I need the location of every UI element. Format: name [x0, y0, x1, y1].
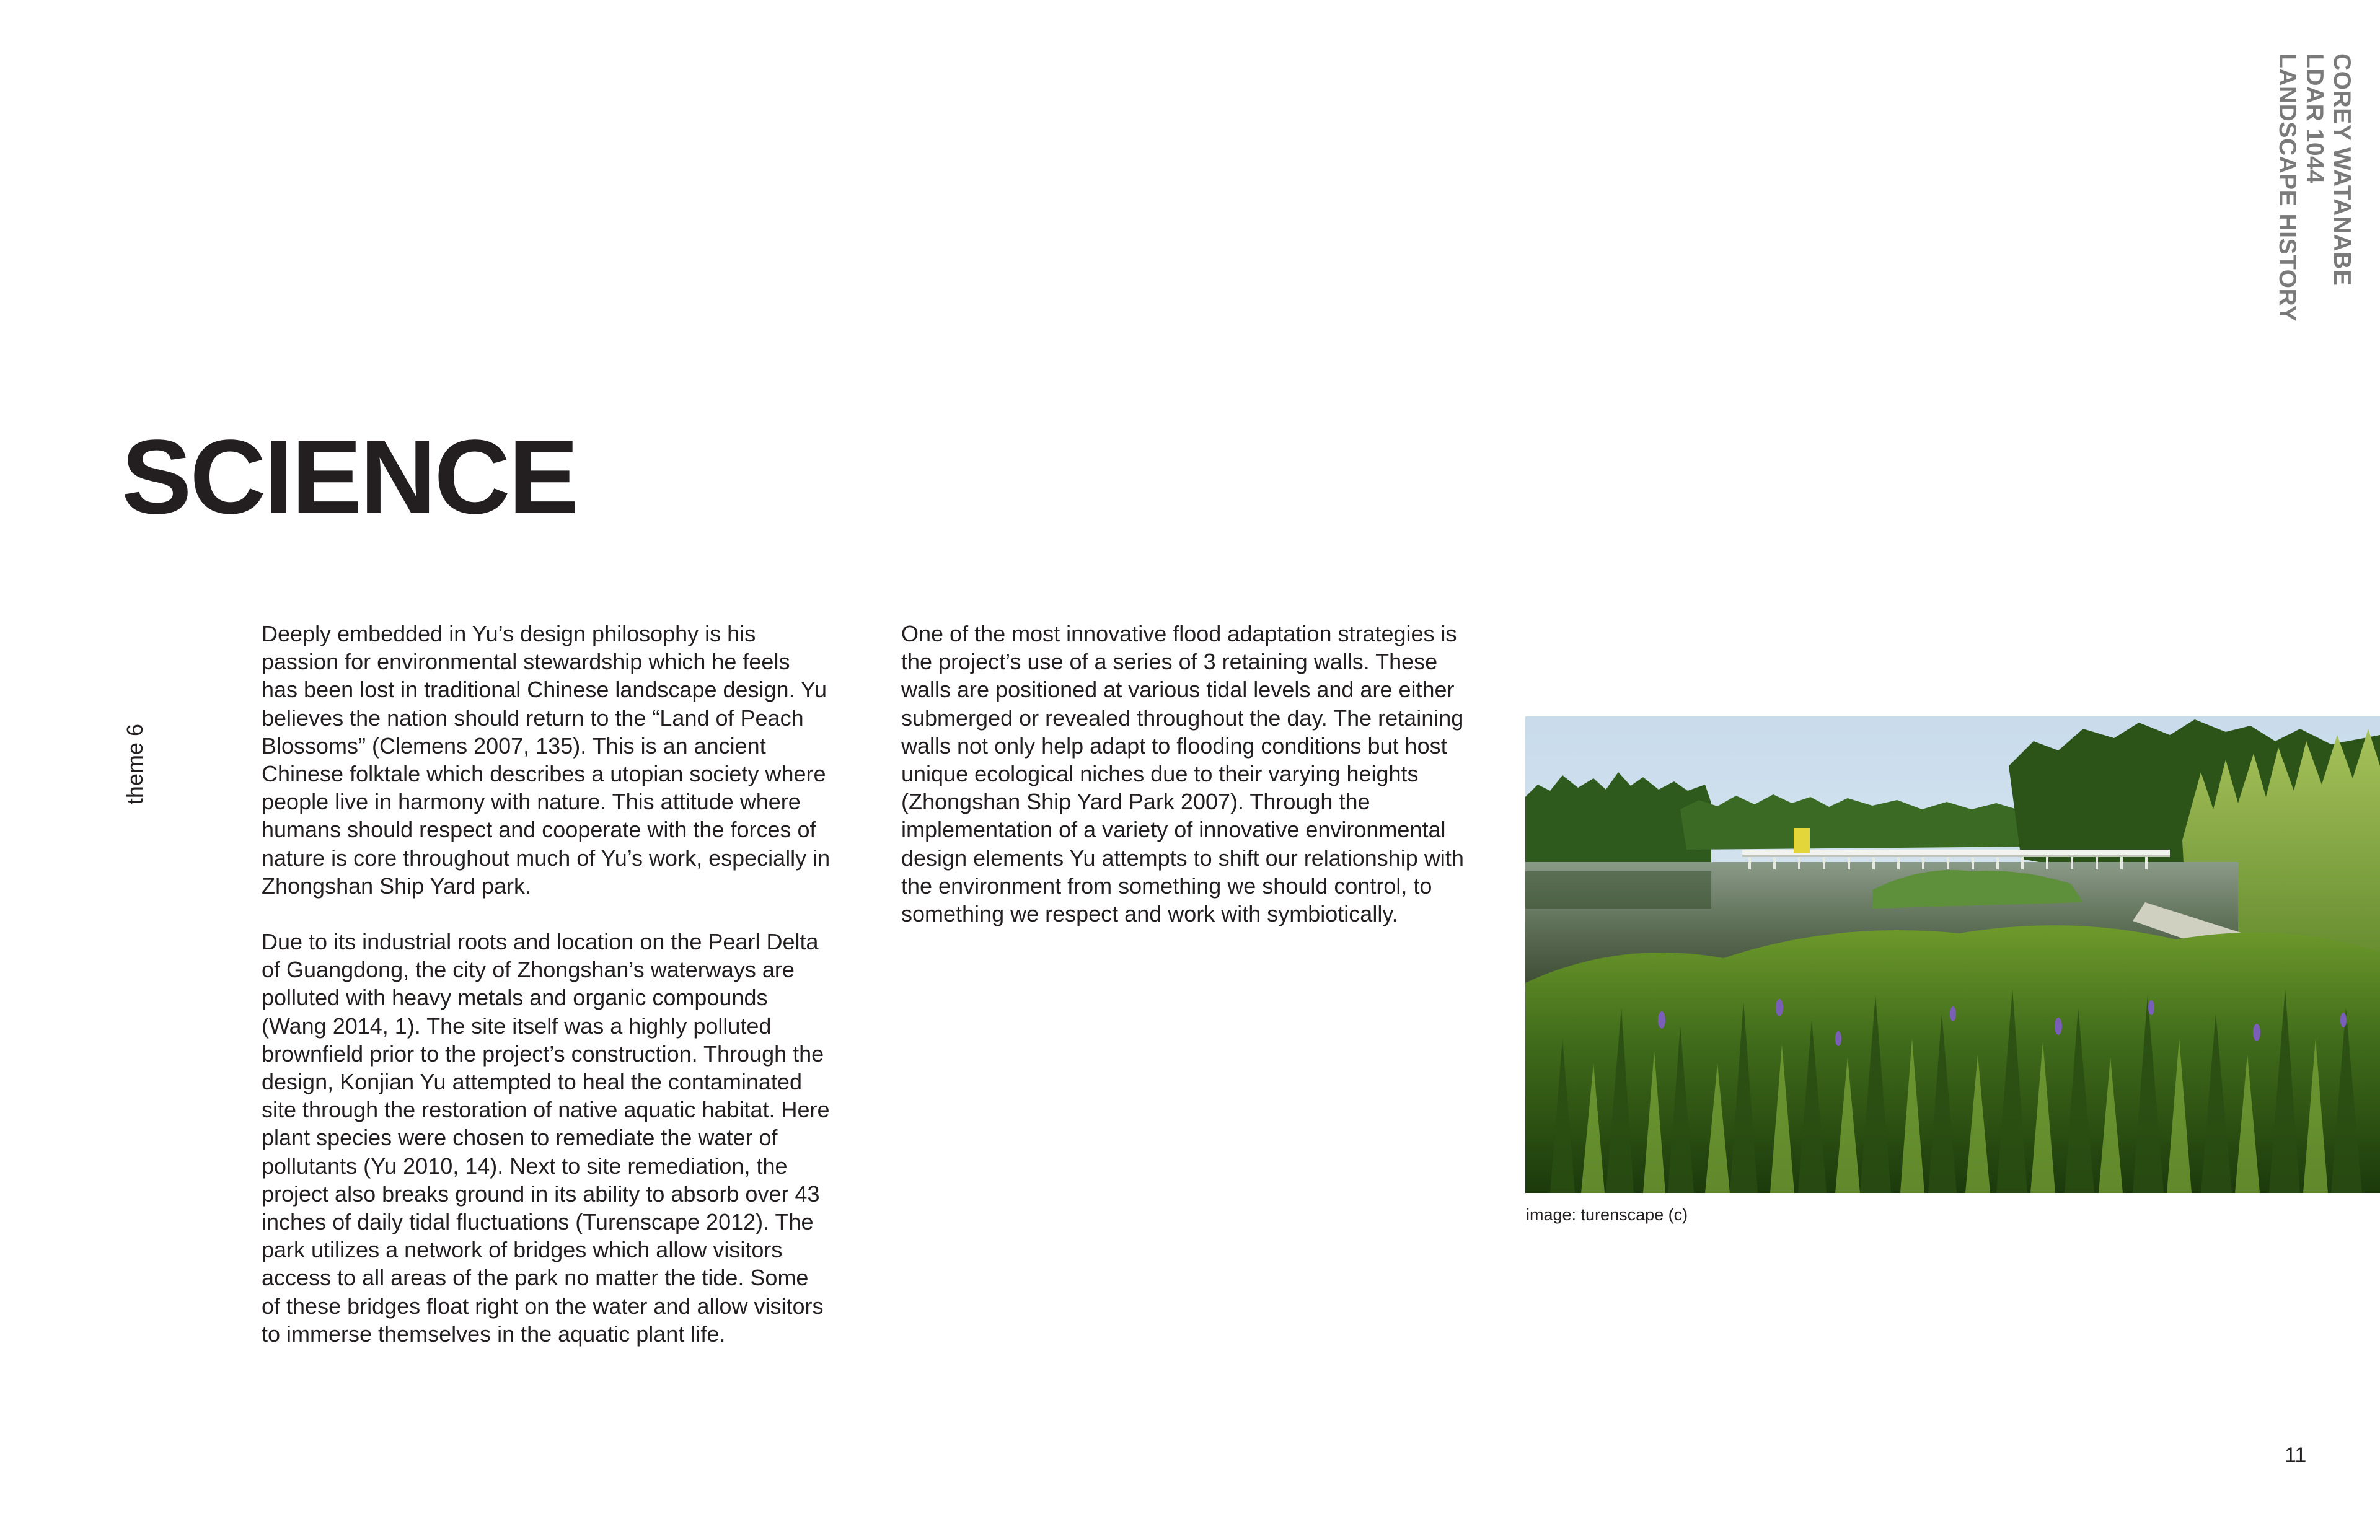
column1-paragraph-1: Deeply embedded in Yu’s design philosophy is his passion for environmental stewardship which he feels has been lost in traditional Chinese landscape design. Yu believes the nation should return to the “Land of Peach Blossoms” (Clemens 2007, 135). This is an ancient Chinese folktale which describes a utopian society where people live in harmony with nature. This attitude where humans should respect and cooperate with the forces of nature is core throughout much of Yu’s work, especially in Zhongshan Ship Yard park. — [262, 621, 831, 899]
wetland-park-photo — [1525, 716, 2380, 1193]
column2-paragraph-1: One of the most innovative flood adaptation strategies is the project’s use of a series of 3 retaining walls. These walls are positioned at various tidal levels and are either submerged or revealed throughout the day. The retaining walls not only help adapt to flooding conditions but host unique ecological niches due to their varying heights (Zhongshan Ship Yard Park 2007). Through the implementation of a variety of innovative environmental design elements Yu attempts to shift our relationship with the environment from something we should control, to something we respect and work with symbiotically. — [901, 621, 1464, 927]
header-author: COREY WATANABE — [2329, 53, 2355, 286]
header-subject: LANDSCAPE HISTORY — [2274, 53, 2301, 322]
image-caption: image: turenscape (c) — [1526, 1205, 1688, 1224]
page-title: SCIENCE — [121, 418, 577, 536]
wetland-park-illustration — [1525, 716, 2380, 1193]
column1-paragraph-2: Due to its industrial roots and location on the Pearl Delta of Guangdong, the city of Zhongshan’s waterways are polluted with heavy metals and organic compounds (Wang 2014, 1). The site itself was a highly polluted brownfield prior to the project’s construction. Through the design, Konjian Yu attempted to heal the contaminated site through the restoration of native aquatic habitat. Here plant species were chosen to remediate the water of pollutants (Yu 2010, 14). Next to site remediation, the project also breaks ground in its ability to absorb over 43 inches of daily tidal fluctuations (Turenscape 2012). The park utilizes a network of bridges which allow visitors access to all areas of the park no matter the tide. Some of these bridges float right on the water and allow visitors to immerse themselves in the aquatic plant life. — [262, 929, 830, 1347]
page-number: 11 — [2285, 1443, 2307, 1467]
header-vertical-text — [2273, 53, 2355, 322]
theme-label: theme 6 — [122, 724, 148, 805]
text-column-1 — [262, 620, 832, 1348]
text-column-2 — [901, 620, 1471, 928]
header-course: LDAR 1044 — [2301, 53, 2328, 184]
